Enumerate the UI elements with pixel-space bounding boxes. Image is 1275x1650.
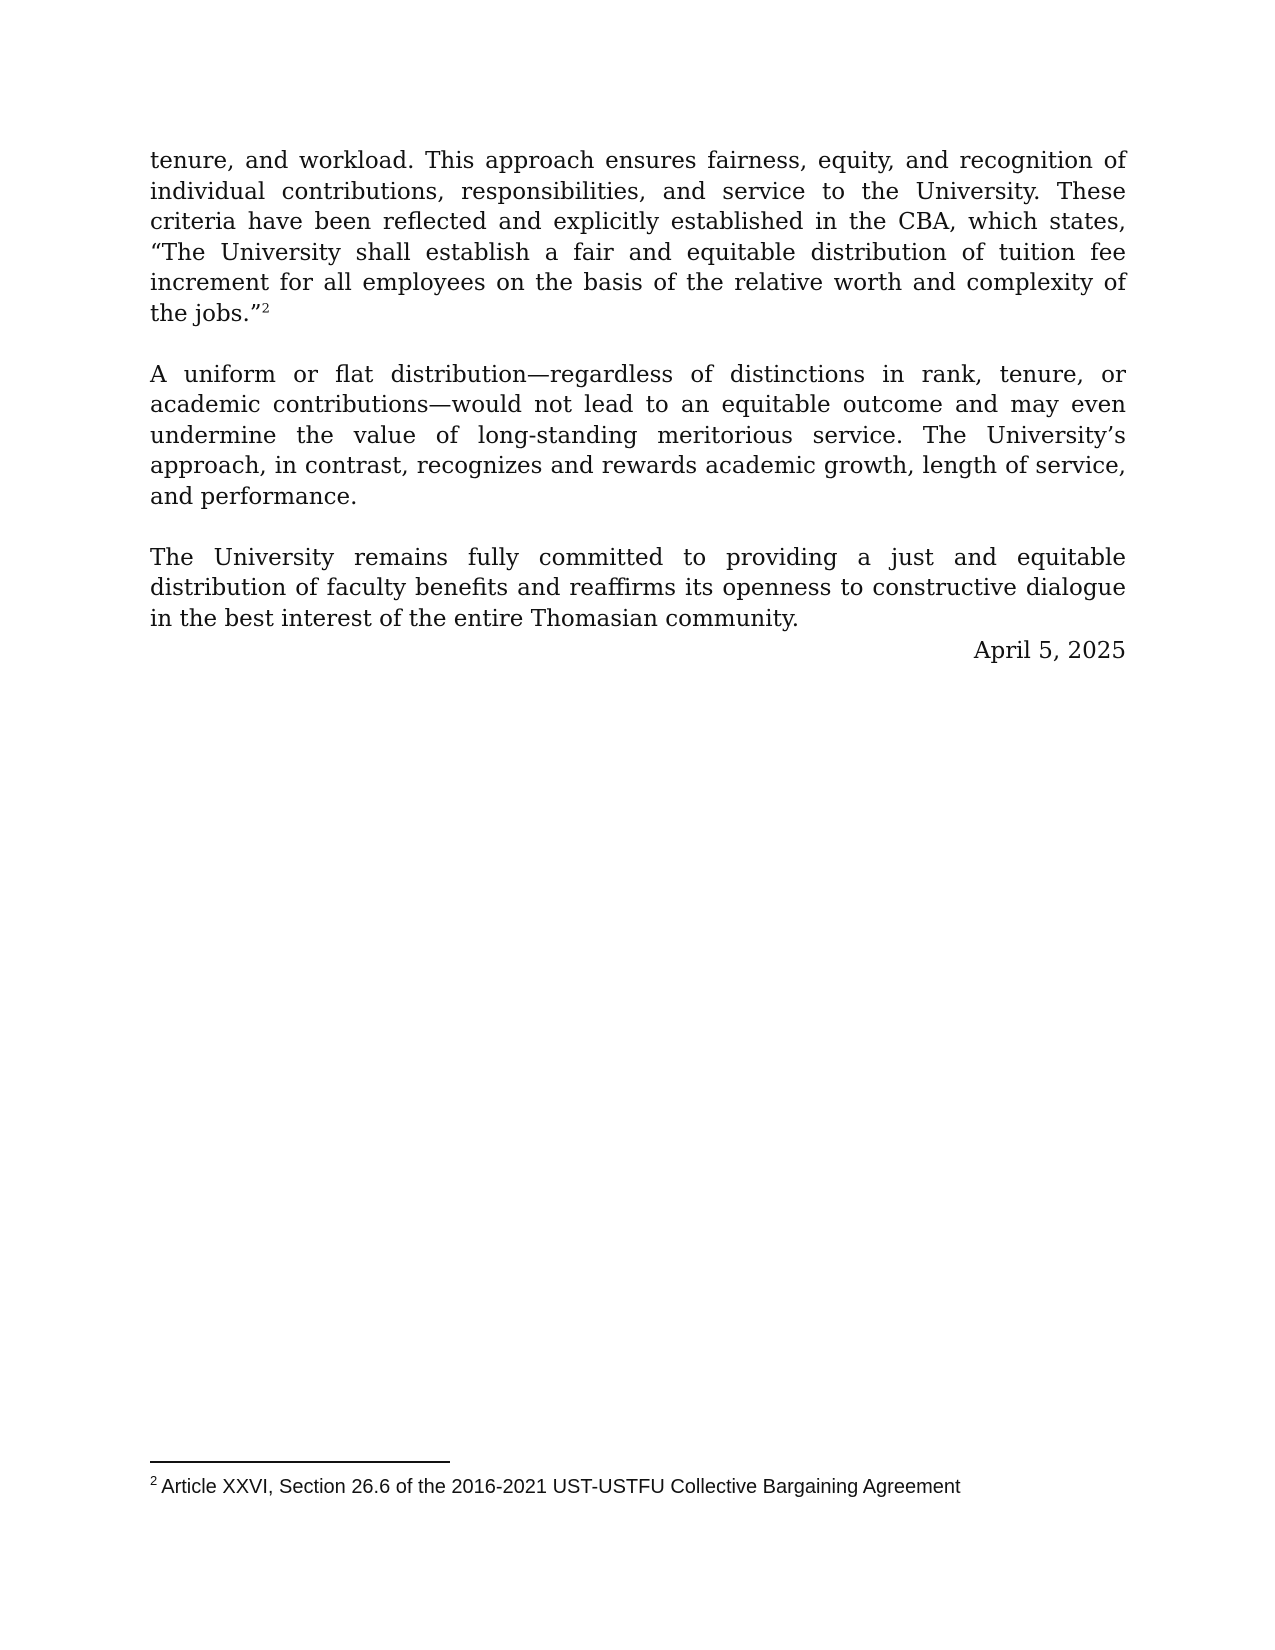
paragraph-commitment — [150, 543, 1126, 635]
footnote-reference: 2 — [261, 300, 270, 316]
footnote-marker: 2 — [150, 1473, 158, 1489]
document-date: April 5, 2025 — [973, 638, 1126, 664]
footnote-divider — [150, 1461, 450, 1463]
footnote-text: Article XXVI, Section 26.6 of the 2016-2021 UST-USTFU Collective Bargaining Agreement — [161, 1476, 961, 1498]
paragraph-text: tenure, and workload. This approach ensures fairness, equity, and recognition of individual contributions, responsibilities, and service to the University. These criteria have been reflected and explicitly established in the CBA, which states, “The University shall establish a fair and equitable distribution of tuition fee increment for all employees on the basis of the relative worth and complexity of the jobs.” — [150, 148, 1126, 327]
paragraph-uniform-distribution — [150, 360, 1126, 513]
footnote — [150, 1474, 1130, 1500]
body-text — [150, 146, 1126, 665]
paragraph-text: A uniform or flat distribution—regardless of distinctions in rank, tenure, or academic contributions—would not lead to an equitable outcome and may even undermine the value of long-standing meritorious service. The University’s approach, in contrast, recognizes and rewards academic growth, length of service, and performance. — [150, 361, 1126, 510]
paragraph-text: The University remains fully committed to providing a just and equitable distribution of faculty benefits and reaffirms its openness to constructive dialogue in the best interest of the entire Thomasian community. — [150, 544, 1126, 632]
paragraph-criteria — [150, 146, 1126, 329]
